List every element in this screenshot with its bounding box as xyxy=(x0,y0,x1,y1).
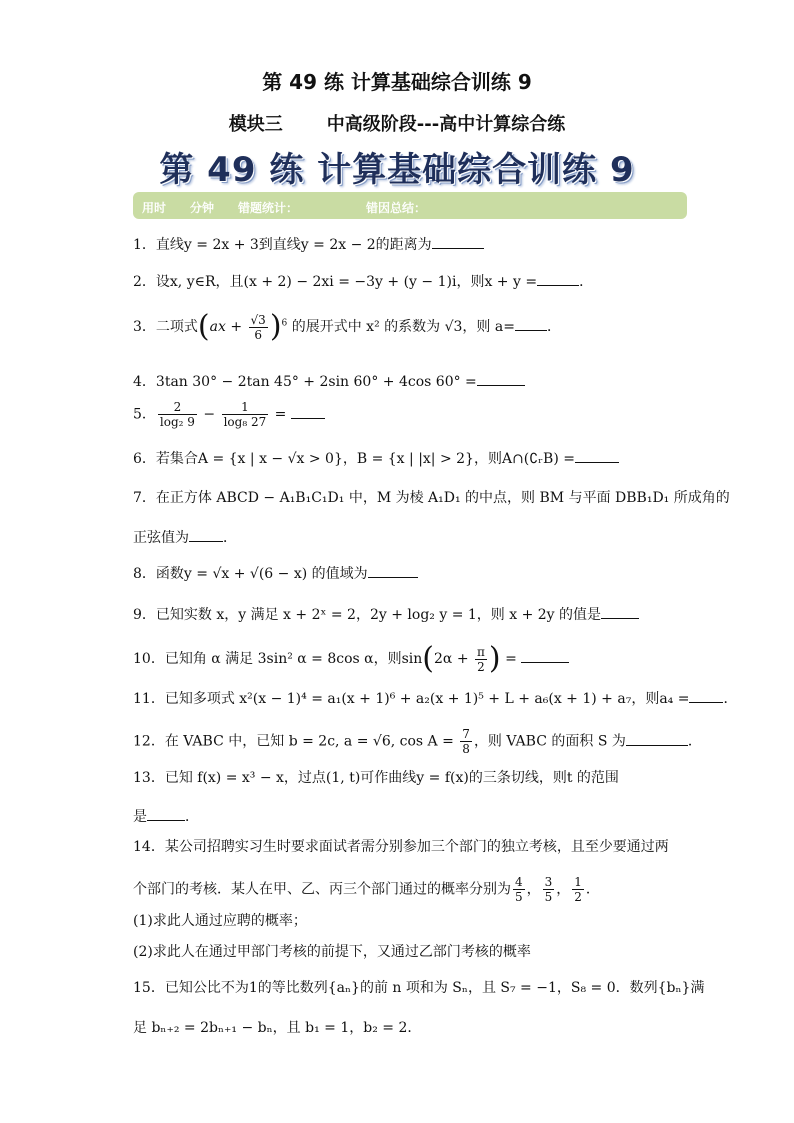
error-summary-label: 错因总结： xyxy=(366,201,427,215)
question-3: 3．二项式(ax + $\frac{√3}{6}$ )$^6$ 的展开式中 x² 的系数为 √3，则 a= ． xyxy=(133,309,561,344)
question-1: 1．直线y = 2x + 3到直线y = 2x − 2的距离为 xyxy=(133,234,484,254)
question-6: 6．若集合A = {x | x − √x > 0}，B = {x | |x| > 2}，则A∩(∁ᵣB) = xyxy=(133,448,619,468)
error-stats-label: 错题统计： xyxy=(238,201,299,215)
fraction: $\frac{√3}{6}$ xyxy=(250,312,266,342)
module-subtitle: 中高级阶段---高中计算综合练 xyxy=(326,114,566,135)
question-9: 9．已知实数 x，y 满足 x + 2ˣ = 2，2y + log₂ y = 1，则 x + 2y 的值是 xyxy=(133,604,639,624)
question-2: 2．设x, y∈R，且(x + 2) − 2xi = −3y + (y − 1)i，则x + y = ． xyxy=(133,271,593,291)
question-14-part-1: (1)求此人通过应聘的概率； xyxy=(133,913,307,929)
worksheet-title: 第 49 练 计算基础综合训练 9 xyxy=(262,70,532,94)
fraction: $\frac{2}{\text{log₂ 9}}$ xyxy=(159,400,195,429)
question-15: 15．已知公比不为1的等比数列{aₙ}的前 n 项和为 Sₙ，且 S₇ = −1，S₈ = 0．数列{bₙ}满 xyxy=(133,980,705,996)
fraction: $\frac{1}{\text{log₈ 27}}$ xyxy=(223,400,267,429)
question-4: 4．3tan 30° − 2tan 45° + 2sin 60° + 4cos 60° = xyxy=(133,371,525,391)
question-14-line-2: 个部门的考核．某人在甲、乙、丙三个部门通过的概率分别为 $\frac{4}{5}$ ， $\frac{3}{5}$ ， $\frac{1}{2}$ ． xyxy=(133,875,600,904)
question-5: 5． $\frac{2}{\text{log₂ 9}}$ − $\frac{1}{\text{log₈ 27}}$ = xyxy=(133,400,325,429)
info-bar xyxy=(133,192,687,219)
fraction: $\frac{1}{2}$ xyxy=(574,875,582,904)
question-14: 14．某公司招聘实习生时要求面试者需分别参加三个部门的独立考核，且至少要通过两 xyxy=(133,839,669,855)
fraction: $\frac{3}{5}$ xyxy=(544,875,553,904)
time-label: 用时 xyxy=(142,201,167,215)
minutes-label: 分钟 xyxy=(190,201,215,215)
question-7: 7．在正方体 ABCD − A₁B₁C₁D₁ 中，M 为棱 A₁D₁ 的中点，则 BM 与平面 DBB₁D₁ 所成角的 xyxy=(133,490,730,506)
fraction: $\frac{7}{8}$ xyxy=(462,727,470,756)
question-10: 10．已知角 α 满足 3sin² α = 8cos α，则sin(2α + $\frac{\pi}{2}$ ) = xyxy=(133,644,569,674)
question-13-continued: 是 ． xyxy=(133,806,199,826)
question-7-continued: 正弦值为 ． xyxy=(133,527,237,547)
module-heading xyxy=(0,110,794,136)
question-8: 8．函数y = √x + √(6 − x) 的值域为 xyxy=(133,563,418,583)
banner-title: 第 49 练 计算基础综合训练 9 xyxy=(159,150,635,190)
question-11: 11．已知多项式 x²(x − 1)⁴ = a₁(x + 1)⁶ + a₂(x + 1)⁵ + L + a₆(x + 1) + a₇，则a₄ = ． xyxy=(133,688,737,708)
module-label: 模块三 xyxy=(228,114,283,135)
fraction: $\frac{\pi}{2}$ xyxy=(477,644,485,674)
question-15-continued: 足 bₙ₊₂ = 2bₙ₊₁ − bₙ，且 b₁ = 1，b₂ = 2． xyxy=(133,1020,422,1036)
question-12: 12．在 VABC 中，已知 b = 2c, a = √6, cos A = $\frac{7}{8}$ ，则 VABC 的面积 S 为 ． xyxy=(133,727,702,756)
question-13: 13．已知 f(x) = x³ − x，过点(1, t)可作曲线y = f(x)的三条切线，则t 的范围 xyxy=(133,770,619,786)
fraction: $\frac{4}{5}$ xyxy=(515,875,523,904)
question-14-part-2: (2)求此人在通过甲部门考核的前提下，又通过乙部门考核的概率 xyxy=(133,944,531,960)
